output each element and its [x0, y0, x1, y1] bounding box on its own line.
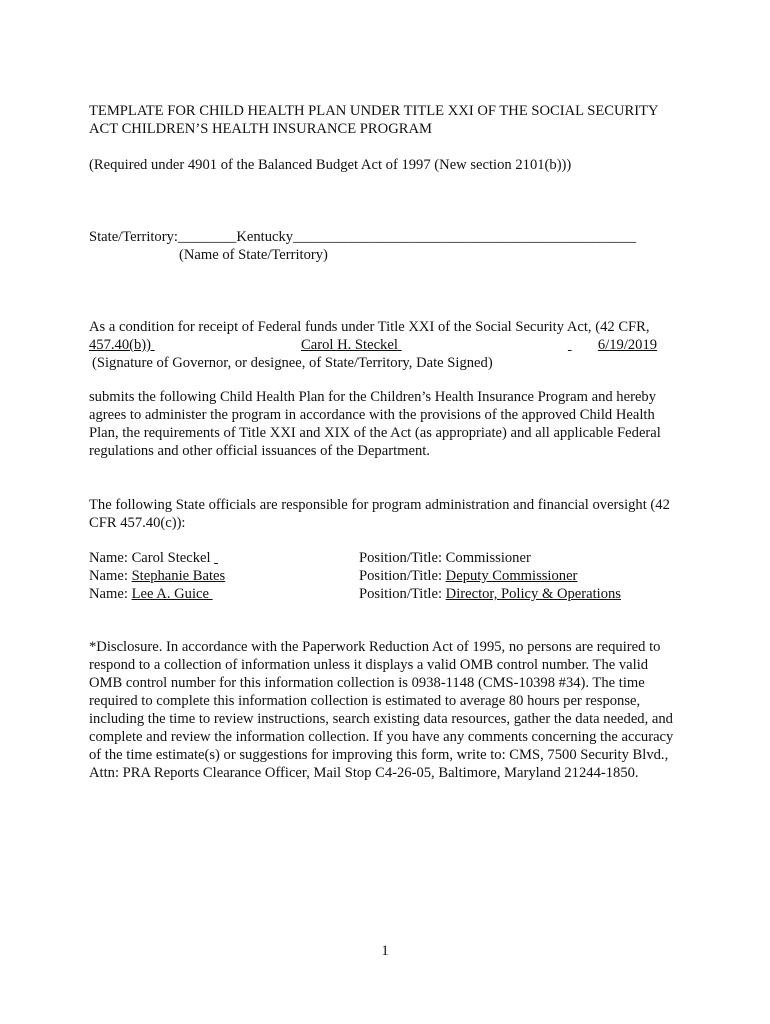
disclosure-line-5: including the time to review instructions, search existing data resources, gather the data needed, and [89, 711, 673, 727]
disclosure-line-7: of the time estimate(s) or suggestions for improving this form, write to: CMS, 7500 Security Blvd., [89, 747, 669, 763]
document-title [89, 102, 689, 138]
date-blank [568, 336, 598, 354]
state-caption: (Name of State/Territory) [179, 247, 328, 263]
official-title-3: Director, Policy & Operations [445, 586, 621, 602]
disclosure-line-2: respond to a collection of information unless it displays a valid OMB control number. The valid [89, 657, 649, 673]
submits-paragraph [89, 388, 689, 460]
disclosure-line-4: required to complete this information collection is estimated to average 80 hours per response, [89, 693, 641, 709]
title-line-1: TEMPLATE FOR CHILD HEALTH PLAN UNDER TITLE XXI OF THE SOCIAL SECURITY [89, 103, 659, 119]
officials-list [89, 549, 689, 609]
signature-blank-2 [398, 336, 568, 354]
disclosure-line-6: complete and review the information collection. If you have any comments concerning the accuracy [89, 729, 674, 745]
official-row-1-title: Position/Title: Commissioner [359, 550, 531, 566]
state-value: Kentucky [236, 229, 294, 245]
officials-intro-line-2: CFR 457.40(c)): [89, 515, 186, 531]
disclosure-line-3: OMB control number for this information collection is 0938-1148 (CMS-10398 #34). The time [89, 675, 645, 691]
official-name-1: Carol Steckel [131, 550, 211, 566]
page-number-container [0, 942, 770, 960]
state-territory-section [89, 228, 689, 264]
submits-line-4: regulations and other official issuances of the Department. [89, 443, 430, 459]
required-note [89, 156, 689, 174]
official-title-1: Commissioner [445, 550, 531, 566]
officials-intro-line-1: The following State officials are responsible for program administration and financial oversight (42 [89, 497, 670, 513]
official-row-3-title: Position/Title: Director, Policy & Operations [359, 586, 621, 602]
signer-name: Carol H. Steckel [301, 337, 398, 353]
official-row-1-name: Name: Carol Steckel [89, 549, 354, 567]
submits-line-1: submits the following Child Health Plan for the Children’s Health Insurance Program and hereby [89, 389, 657, 405]
official-row-2-name: Name: Stephanie Bates [89, 568, 226, 584]
page-number: 1 [381, 943, 389, 959]
disclosure-line-1: *Disclosure. In accordance with the Paperwork Reduction Act of 1995, no persons are required to [89, 639, 661, 655]
official-name-2: Stephanie Bates [131, 568, 226, 584]
condition-section [89, 318, 689, 372]
official-title-2: Deputy Commissioner [445, 568, 578, 584]
official-name-3: Lee A. Guice [131, 586, 209, 602]
condition-signature-line [89, 336, 689, 354]
signature-blank [151, 336, 301, 354]
officials-intro [89, 496, 689, 532]
condition-caption: (Signature of Governor, or designee, of State/Territory, Date Signed) [92, 355, 493, 371]
cfr-reference: 457.40(b)) [89, 337, 152, 353]
condition-line-1: As a condition for receipt of Federal funds under Title XXI of the Social Security Act, (42 CFR, [89, 319, 650, 335]
state-label: State/Territory: [89, 229, 178, 245]
official-name-1-blank [214, 549, 354, 567]
title-line-2: ACT CHILDREN’S HEALTH INSURANCE PROGRAM [89, 121, 432, 137]
disclosure-line-8: Attn: PRA Reports Clearance Officer, Mail Stop C4-26-05, Baltimore, Maryland 21244-1850. [89, 765, 639, 781]
official-row-2-title: Position/Title: Deputy Commissioner [359, 568, 578, 584]
submits-line-2: agrees to administer the program in accordance with the provisions of the approved Child Health [89, 407, 655, 423]
signed-date: 6/19/2019 [597, 337, 658, 353]
disclosure-paragraph [89, 638, 689, 782]
state-line: State/Territory:________Kentucky_______________________________________________ [89, 229, 637, 245]
official-row-3-name: Name: Lee A. Guice [89, 586, 209, 602]
required-note-text: (Required under 4901 of the Balanced Budget Act of 1997 (New section 2101(b))) [89, 157, 572, 173]
submits-line-3: Plan, the requirements of Title XXI and XIX of the Act (as appropriate) and all applicable Federal [89, 425, 661, 441]
